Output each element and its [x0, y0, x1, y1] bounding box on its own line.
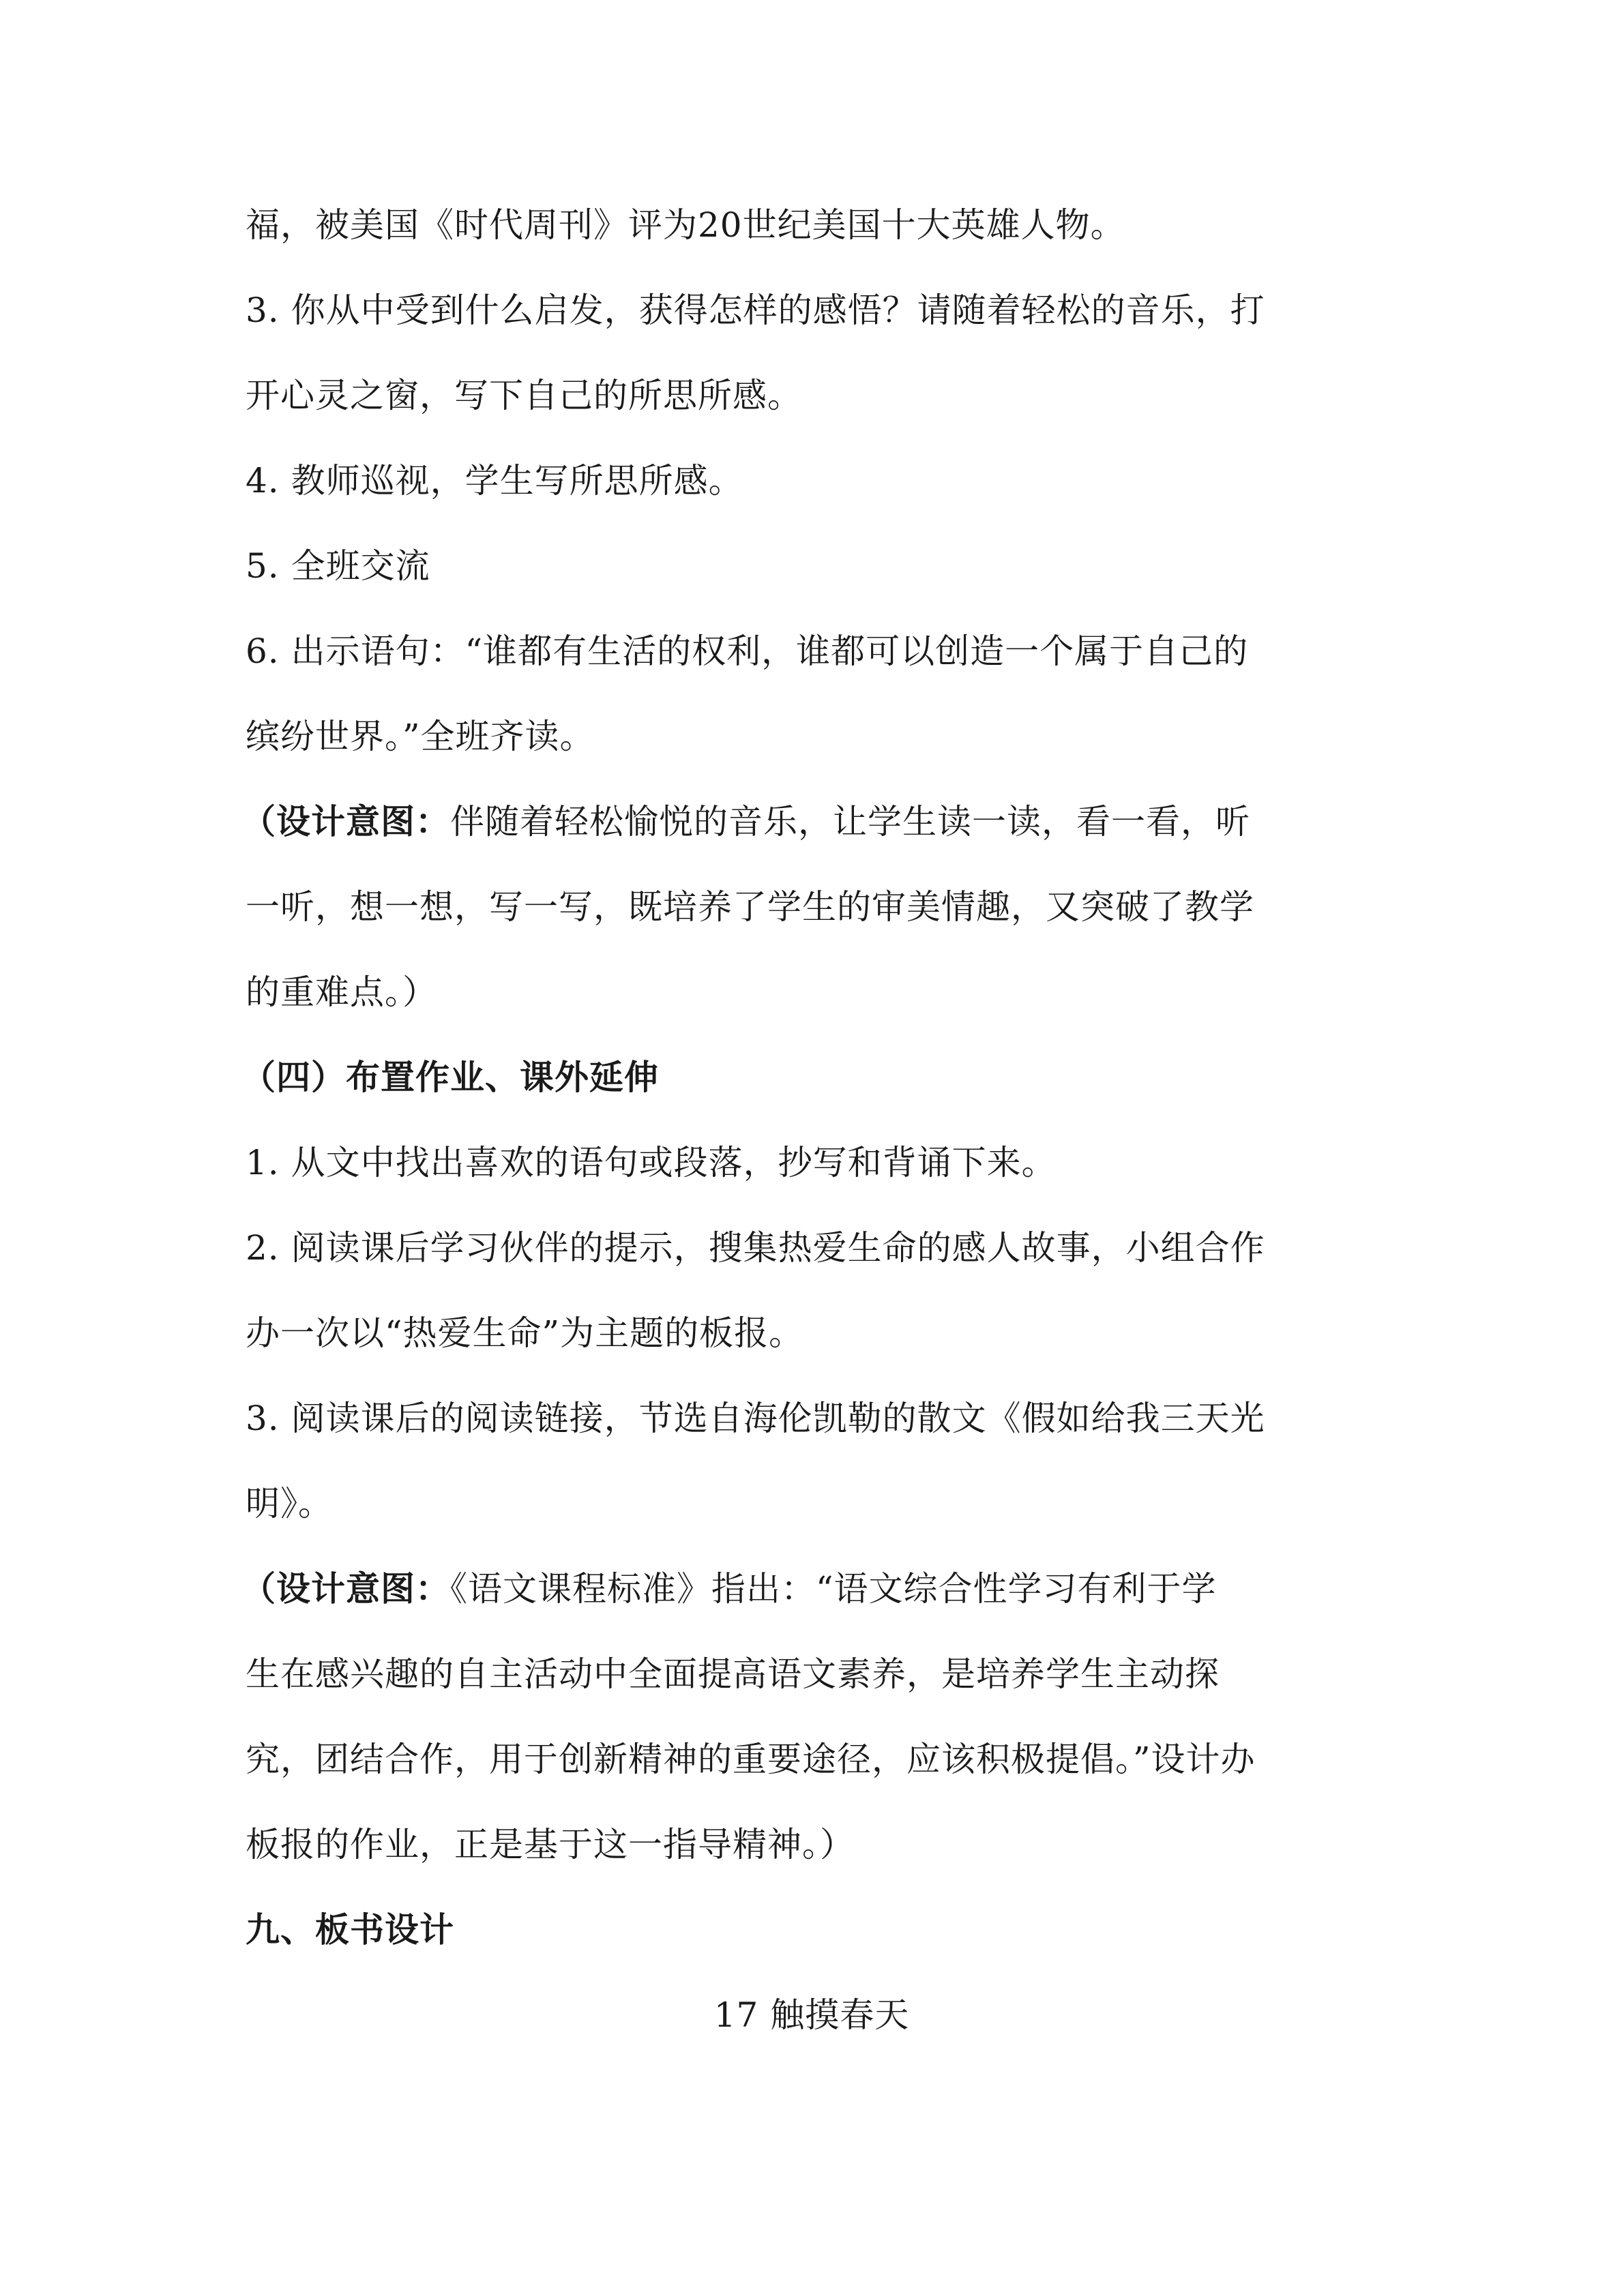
text-line-3: 开心灵之窗，写下自己的所思所感。: [246, 376, 802, 415]
text-line-18: 生在感兴趣的自主活动中全面提高语文素养，是培养学生主动探: [246, 1654, 1220, 1694]
text-line-20: 板报的作业，正是基于这一指导精神。）: [246, 1825, 855, 1864]
text-line-6: 6. 出示语句：“谁都有生活的权利，谁都可以创造一个属于自己的: [246, 631, 1249, 671]
text-line-12: 1. 从文中找出喜欢的语句或段落，抄写和背诵下来。: [246, 1143, 1057, 1182]
text-line-15: 3. 阅读课后的阅读链接，节选自海伦凯勒的散文《假如给我三天光: [246, 1399, 1265, 1438]
text-line-5: 5. 全班交流: [246, 546, 430, 586]
text-line-2: 3. 你从中受到什么启发，获得怎样的感悟？请随着轻松的音乐，打: [246, 290, 1265, 330]
design-intent-text: 《语文课程标准》指出：“语文综合性学习有利于学: [450, 1569, 1217, 1609]
text-line-4: 4. 教师巡视，学生写所思所感。: [246, 461, 743, 501]
blackboard-title: 17 触摸春天: [713, 1995, 910, 2035]
design-intent-label: （设计意图：: [241, 1568, 450, 1609]
text-line-10: 的重难点。）: [246, 972, 437, 1012]
design-intent-2: [241, 1568, 1217, 1609]
text-line-14: 办一次以“热爱生命”为主题的板报。: [246, 1313, 804, 1353]
text-line-9: 一听，想一想，写一写，既培养了学生的审美情趣，又突破了教学: [246, 887, 1254, 927]
text-line-16: 明》。: [246, 1484, 333, 1523]
section-heading-homework: （四）布置作业、课外延伸: [241, 1057, 659, 1097]
text-line-13: 2. 阅读课后学习伙伴的提示，搜集热爱生命的感人故事，小组合作: [246, 1228, 1265, 1268]
design-intent-text: 伴随着轻松愉悦的音乐，让学生读一读，看一看，听: [450, 802, 1250, 841]
text-line-7: 缤纷世界。”全班齐读。: [246, 717, 595, 756]
text-line-19: 究，团结合作，用于创新精神的重要途径，应该积极提倡。”设计办: [246, 1740, 1256, 1779]
design-intent-label: （设计意图：: [241, 801, 450, 841]
design-intent-1: [241, 801, 1250, 842]
text-line-1: 福，被美国《时代周刊》评为20世纪美国十大英雄人物。: [246, 205, 1125, 245]
section-heading-blackboard: 九、板书设计: [246, 1909, 454, 1950]
